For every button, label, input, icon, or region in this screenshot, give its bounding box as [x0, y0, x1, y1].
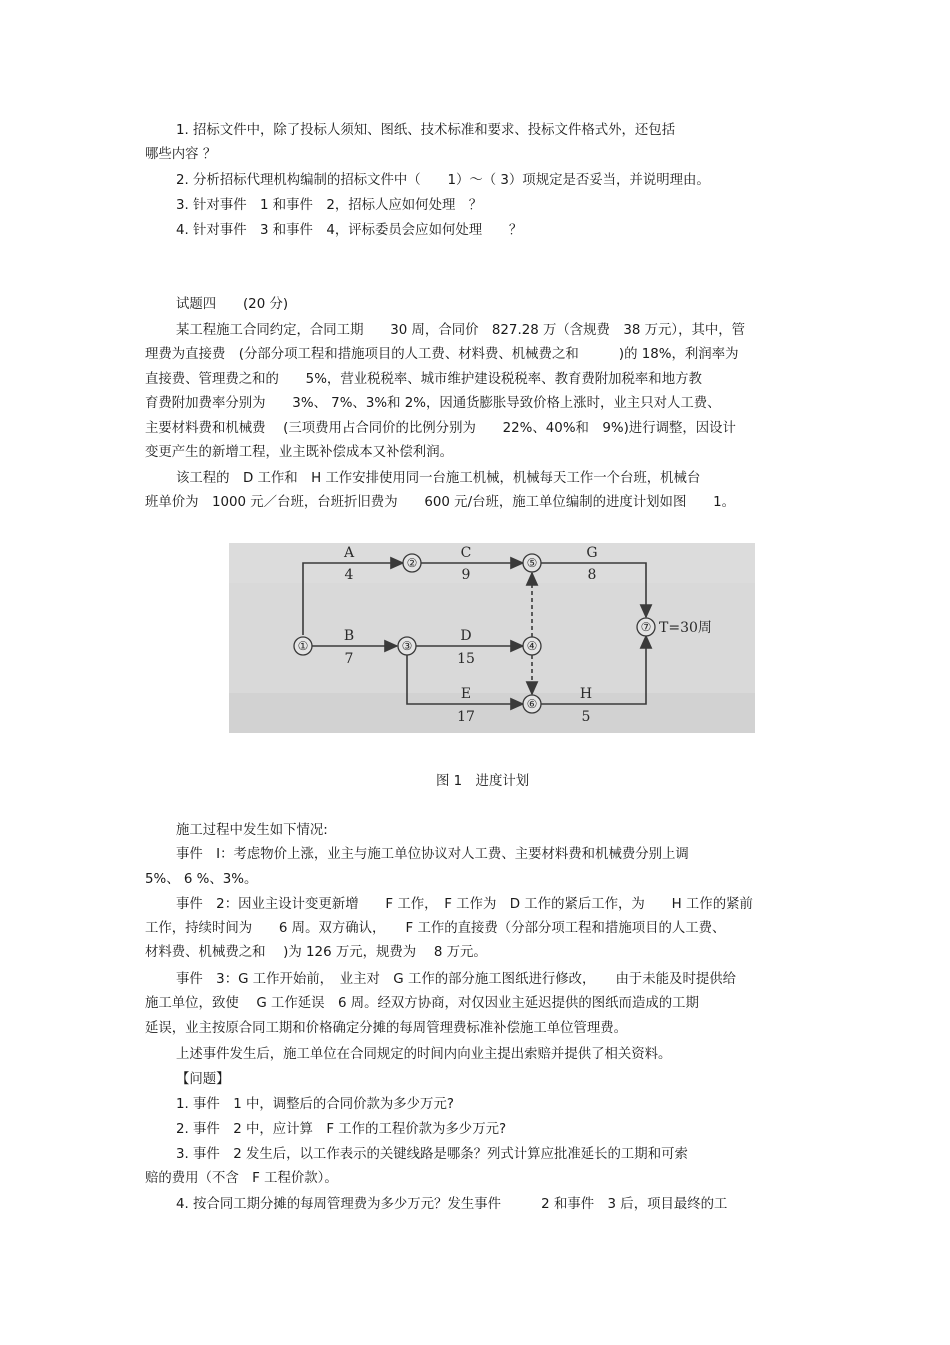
event-1-line-2: 5%、 6 %、3%。: [145, 872, 258, 887]
intro-line-1: 某工程施工合同约定，合同工期 30 周，合同价 827.28 万（含规费 38 万元），其中，管: [176, 323, 746, 338]
network-diagram: [229, 543, 755, 733]
problem-3-line-1: 3. 事件 2 发生后，以工作表示的关键线路是哪条？列式计算应批准延长的工期和可索: [176, 1147, 688, 1162]
node-5-label: ⑤: [526, 556, 538, 570]
intro-line-4: 育费附加费率分别为 3%、 7%、3%和 2%，因通货膨胀导致价格上涨时，业主只对人工费、: [145, 396, 721, 411]
problem-2: 2. 事件 2 中，应计算 F 工作的工程价款为多少万元?: [176, 1122, 507, 1137]
node-4-label: ④: [526, 639, 538, 653]
question-3: 3. 针对事件 1 和事件 2，招标人应如何处理 ？: [176, 198, 483, 213]
node-2-label: ②: [406, 556, 418, 570]
activity-e-name: E: [460, 686, 472, 702]
section-heading: 试题四 (20 分): [176, 297, 289, 312]
problem-1: 1. 事件 1 中，调整后的合同价款为多少万元?: [176, 1097, 454, 1112]
claim-statement: 上述事件发生后，施工单位在合同规定的时间内向业主提出索赔并提供了相关资料。: [176, 1047, 672, 1062]
activity-h-name: H: [579, 686, 593, 702]
activity-e-duration: 17: [457, 709, 475, 725]
activity-h-duration: 5: [581, 709, 591, 725]
activity-b-name: B: [343, 628, 355, 644]
activity-d-duration: 15: [457, 651, 475, 667]
question-4: 4. 针对事件 3 和事件 4，评标委员会应如何处理 ？: [176, 223, 523, 238]
figure-caption: 图 1 进度计划: [436, 774, 530, 789]
events-intro: 施工过程中发生如下情况:: [176, 823, 328, 838]
problem-4: 4. 按合同工期分摊的每周管理费为多少万元？发生事件 2 和事件 3 后，项目最终的工: [176, 1197, 728, 1212]
intro-line-5: 主要材料费和机械费 (三项费用占合同价的比例分别为 22%、40%和 9%)进行调整，因设计: [145, 421, 736, 436]
event-3-line-1: 事件 3：G 工作开始前， 业主对 G 工作的部分施工图纸进行修改， 由于未能及时提供给: [176, 972, 737, 987]
event-3-line-3: 延误，业主按原合同工期和价格确定分摊的每周管理费标准补偿施工单位管理费。: [145, 1021, 628, 1036]
activity-a-duration: 4: [344, 567, 354, 583]
intro-line-6: 变更产生的新增工程，业主既补偿成本又补偿利润。: [145, 445, 453, 460]
event-2-line-1: 事件 2：因业主设计变更新增 F 工作， F 工作为 D 工作的紧后工作，为 H 工作的紧前: [176, 897, 753, 912]
questions-heading: 【问题】: [176, 1072, 230, 1087]
event-1-line-1: 事件 I：考虑物价上涨，业主与施工单位协议对人工费、主要材料费和机械费分别上调: [176, 847, 689, 862]
activity-d-name: D: [460, 628, 472, 644]
activity-g-name: G: [586, 545, 598, 561]
question-1-line-1: 1. 招标文件中，除了投标人须知、图纸、技术标准和要求、投标文件格式外，还包括: [176, 123, 676, 138]
activity-c-name: C: [460, 545, 472, 561]
node-3-label: ③: [401, 639, 413, 653]
event-3-line-2: 施工单位，致使 G 工作延误 6 周。经双方协商，对仅因业主延迟提供的图纸而造成的工期: [145, 996, 699, 1011]
event-2-line-2: 工作，持续时间为 6 周。双方确认， F 工作的直接费（分部分项工程和措施项目的人工费、: [145, 921, 726, 936]
activity-c-duration: 9: [461, 567, 471, 583]
intro-line-3: 直接费、管理费之和的 5%，营业税税率、城市维护建设税税率、教育费附加税率和地方教: [145, 372, 702, 387]
intro-line-7: 该工程的 D 工作和 H 工作安排使用同一台施工机械，机械每天工作一个台班，机械台: [176, 471, 701, 486]
intro-line-2: 理费为直接费 (分部分项工程和措施项目的人工费、材料费、机械费之和 )的 18%，利润率为: [145, 347, 739, 362]
activity-a-name: A: [343, 545, 355, 561]
problem-3-line-2: 赔的费用（不含 F 工程价款）。: [145, 1171, 338, 1186]
question-1-line-2: 哪些内容 ？: [145, 147, 217, 162]
node-6-label: ⑥: [526, 697, 538, 711]
activity-b-duration: 7: [344, 651, 354, 667]
node-7-label: ⑦: [640, 620, 652, 634]
intro-line-8: 班单价为 1000 元／台班，台班折旧费为 600 元/台班，施工单位编制的进度计划如图 1。: [145, 495, 736, 510]
question-2: 2. 分析招标代理机构编制的招标文件中（ 1）～（ 3）项规定是否妥当，并说明理由。: [176, 173, 710, 188]
node-1-label: ①: [297, 639, 309, 653]
total-duration-label: T=30周: [659, 620, 712, 636]
event-2-line-3: 材料费、机械费之和 )为 126 万元，规费为 8 万元。: [145, 945, 487, 960]
activity-g-duration: 8: [587, 567, 597, 583]
